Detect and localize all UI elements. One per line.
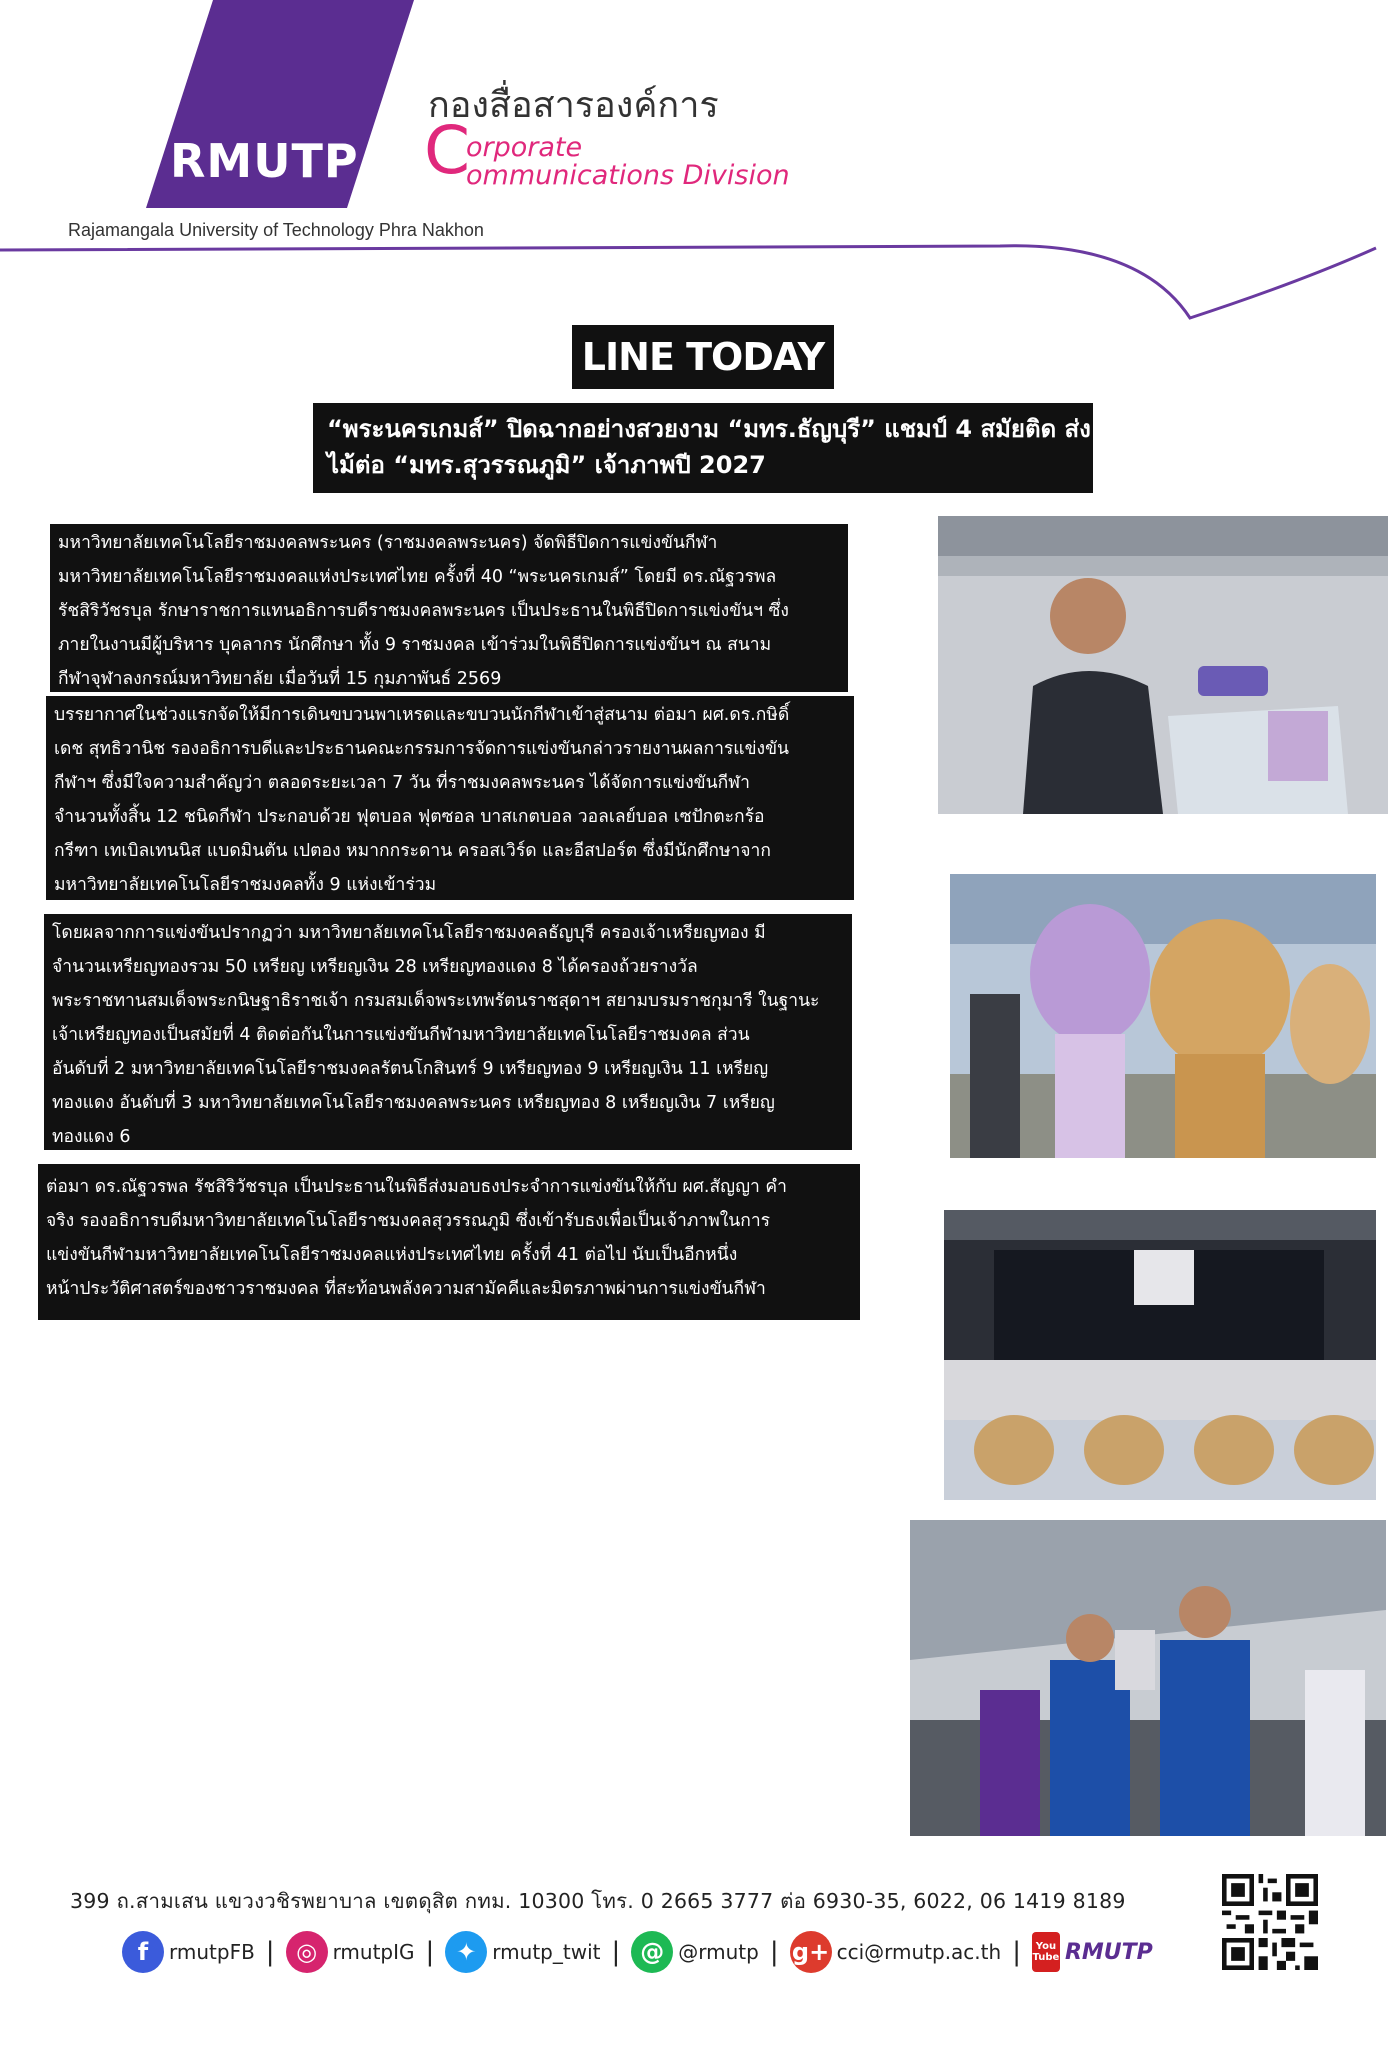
paragraph-line: แข่งขันกีฬามหาวิทยาลัยเทคโนโลยีราชมงคลแห่งประเทศไทย ครั้งที่ 41 ต่อไป นับเป็นอีกหนึ่ง (46, 1245, 738, 1265)
social-links (122, 1930, 1153, 1974)
paragraph-line: จำนวนทั้งสิ้น 12 ชนิดกีฬา ประกอบด้วย ฟุตบอล ฟุตซอล บาสเกตบอล วอลเลย์บอล เซปักตะกร้อ (54, 807, 765, 827)
paragraph-line: กรีฑา เทเบิลเทนนิส แบดมินตัน เปตอง หมากกระดาน ครอสเวิร์ด และอีสปอร์ต ซึ่งมีนักศึกษาจาก (54, 841, 771, 861)
headline-line: ไม้ต่อ “มทร.สุวรรณภูมิ” เจ้าภาพปี 2027 (327, 451, 766, 479)
line-handle: @rmutp (678, 1940, 759, 1964)
youtube-handle: RMUTP (1064, 1939, 1153, 1965)
paragraph-line: หน้าประวัติศาสตร์ของชาวราชมงคล ที่สะท้อนพลังความสามัคคีและมิตรภาพผ่านการแข่งขันกีฬา (46, 1279, 766, 1299)
youtube-icon (1032, 1932, 1060, 1972)
university-name: Rajamangala University of Technology Phra Nakhon (68, 220, 484, 240)
google-plus-icon: g+ (790, 1931, 832, 1973)
paragraph-line: ทองแดง 6 (52, 1127, 131, 1147)
social-instagram[interactable] (286, 1931, 415, 1973)
twitter-handle: rmutp_twit (492, 1940, 601, 1964)
photo-speaker-at-podium (938, 516, 1388, 814)
logo-text: RMUTP (170, 134, 359, 188)
paragraph-line: ต่อมา ดร.ณัฐวรพล รัชสิริวัชรบุล เป็นประธานในพิธีส่งมอบธงประจำการแข่งขันให้กับ ผศ.สัญญา คำ (46, 1177, 787, 1197)
headline (313, 403, 1093, 493)
header-divider-curve (0, 236, 1392, 326)
paragraph-2 (46, 696, 854, 900)
paragraph-line: รัชสิริวัชรบุล รักษาราชการแทนอธิการบดีราชมงคลพระนคร เป็นประธานในพิธีปิดการแข่งขันฯ ซึ่ง (58, 601, 789, 621)
paragraph-line: ทองแดง อันดับที่ 3 มหาวิทยาลัยเทคโนโลยีราชมงคลพระนคร เหรียญทอง 8 เหรียญเงิน 7 เหรียญ (52, 1093, 775, 1113)
paragraph-line: กีฬาจุฬาลงกรณ์มหาวิทยาลัย เมื่อวันที่ 15 กุมภาพันธ์ 2569 (58, 669, 502, 689)
headline-line: “พระนครเกมส์” ปิดฉากอย่างสวยงาม “มทร.ธัญบุรี” แชมป์ 4 สมัยติด ส่ง (327, 415, 1091, 443)
footer-address: 399 ถ.สามเสน แขวงวชิรพยาบาล เขตดุสิต กทม. 10300 โทร. 0 2665 3777 ต่อ 6930-35, 6022, 06 1419 8189 (70, 1889, 1126, 1913)
facebook-handle: rmutpFB (169, 1940, 255, 1964)
email-address: cci@rmutp.ac.th (836, 1940, 1002, 1964)
social-facebook[interactable] (122, 1931, 255, 1973)
line-icon: @ (631, 1931, 673, 1973)
twitter-icon: ✦ (445, 1931, 487, 1973)
instagram-icon: ◎ (286, 1931, 328, 1973)
paragraph-line: มหาวิทยาลัยเทคโนโลยีราชมงคลแห่งประเทศไทย ครั้งที่ 40 “พระนครเกมส์” โดยมี ดร.ณัฐวรพล (58, 567, 777, 587)
source-badge: LINE TODAY (572, 325, 834, 389)
paragraph-line: ภายในงานมีผู้บริหาร บุคลากร นักศึกษา ทั้ง 9 ราชมงคล เข้าร่วมในพิธีปิดการแข่งขันฯ ณ สนาม (58, 635, 772, 655)
youtube-icon-bottom: Tube (1032, 1952, 1060, 1963)
paragraph-line: บรรยากาศในช่วงแรกจัดให้มีการเดินขบวนพาเหรดและขบวนนักกีฬาเข้าสู่สนาม ต่อมา ผศ.ดร.กษิดิ์ (54, 705, 790, 725)
separator: | (611, 1937, 621, 1967)
paragraph-line: จริง รองอธิการบดีมหาวิทยาลัยเทคโนโลยีราชมงคลสุวรรณภูมิ ซึ่งเข้ารับธงเพื่อเป็นเจ้าภาพในการ (46, 1211, 771, 1231)
division-name-en-line2: ommunications Division (466, 160, 790, 191)
paragraph-line: มหาวิทยาลัยเทคโนโลยีราชมงคลทั้ง 9 แห่งเข้าร่วม (54, 875, 437, 895)
photo-flag-handover-ceremony (944, 1210, 1376, 1500)
separator: | (769, 1937, 779, 1967)
facebook-icon: f (122, 1931, 164, 1973)
paragraph-line: มหาวิทยาลัยเทคโนโลยีราชมงคลพระนคร (ราชมงคลพระนคร) จัดพิธีปิดการแข่งขันกีฬา (58, 533, 718, 553)
paragraph-line: เดช สุทธิวานิช รองอธิการบดีและประธานคณะกรรมการจัดการแข่งขันกล่าวรายงานผลการแข่งขัน (54, 739, 790, 759)
paragraph-line: พระราชทานสมเด็จพระกนิษฐาธิราชเจ้า กรมสมเด็จพระเทพรัตนราชสุดาฯ สยามบรมราชกุมารี ในฐานะ (52, 991, 820, 1011)
separator: | (265, 1937, 275, 1967)
paragraph-3 (44, 914, 852, 1150)
photo-trophy-presentation (910, 1520, 1386, 1836)
paragraph-4 (38, 1164, 860, 1320)
paragraph-line: อันดับที่ 2 มหาวิทยาลัยเทคโนโลยีราชมงคลรัตนโกสินทร์ 9 เหรียญทอง 9 เหรียญเงิน 11 เหรียญ (52, 1059, 769, 1079)
division-name-thai: กองสื่อสารองค์การ (428, 85, 719, 126)
paragraph-line: โดยผลจากการแข่งขันปรากฏว่า มหาวิทยาลัยเทคโนโลยีราชมงคลธัญบุรี ครองเจ้าเหรียญทอง มี (52, 923, 766, 943)
youtube-icon-top: You (1035, 1941, 1057, 1952)
social-line[interactable] (631, 1931, 759, 1973)
qr-code-icon (1222, 1874, 1318, 1970)
separator: | (1012, 1937, 1021, 1967)
paragraph-line: จำนวนเหรียญทองรวม 50 เหรียญ เหรียญเงิน 28 เหรียญทองแดง 8 ได้ครองถ้วยรางวัล (52, 957, 698, 977)
social-twitter[interactable] (445, 1931, 600, 1973)
social-youtube[interactable] (1032, 1932, 1153, 1972)
instagram-handle: rmutpIG (332, 1940, 415, 1964)
paragraph-line: เจ้าเหรียญทองเป็นสมัยที่ 4 ติดต่อกันในการแข่งขันกีฬามหาวิทยาลัยเทคโนโลยีราชมงคล ส่วน (52, 1025, 750, 1045)
paragraph-line: กีฬาฯ ซึ่งมีใจความสำคัญว่า ตลอดระยะเวลา 7 วัน ที่ราชมงคลพระนคร ได้จัดการแข่งขันกีฬา (54, 773, 750, 793)
division-name-en-line1: orporate (466, 132, 583, 163)
social-email[interactable] (790, 1931, 1002, 1973)
paragraph-1 (50, 524, 848, 692)
separator: | (425, 1937, 435, 1967)
photo-mascots (950, 874, 1376, 1158)
division-initial: C (424, 112, 471, 189)
